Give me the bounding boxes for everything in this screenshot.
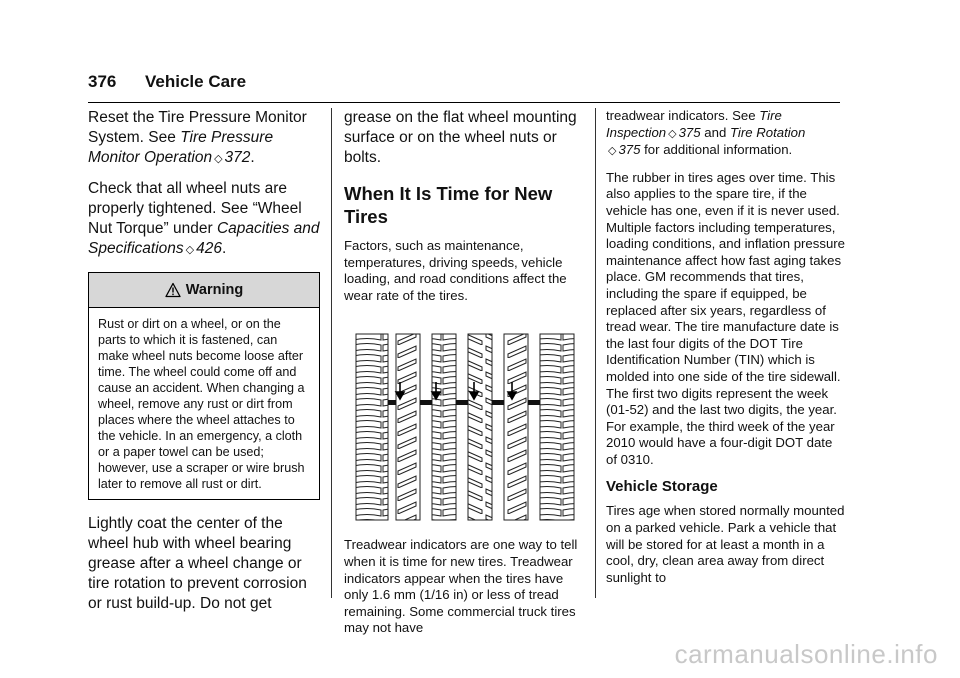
page-ref-426[interactable]: 426	[196, 240, 222, 257]
page-ref-icon: ◇	[185, 244, 195, 256]
page-header	[88, 72, 840, 103]
page-ref-372[interactable]: 372	[224, 149, 251, 166]
heading-new-tires: When It Is Time for New Tires	[344, 183, 553, 227]
watermark: carmanualsonline.info	[674, 639, 938, 669]
column-left	[88, 108, 320, 624]
page-ref-icon: ◇	[668, 127, 677, 140]
paragraph-tire-aging: The rubber in tires ages over time. This also applies to the spare tire, if the vehicle has one, even if it is never used. Multiple factors including temperatures, loading conditions, and inflation pressure maintenance affect how fast aging takes place. GM recommends that tires, including the spare if equipped, be replaced after six years, regardless of tread wear. The tire manufacture date is the last four digits of the DOT Tire Identification Number (TIN) which is molded into one side of the tire sidewall. The first two digits represent the week (01-52) and the last two digits, the year. For example, the third week of the year 2010 would have a four-digit DOT date of 0310.	[606, 169, 845, 467]
paragraph-treadwear-continued: treadwear indicators. See Tire Inspection ◇ 375 and Tire Rotation ◇ 375 for additional information.	[606, 108, 806, 158]
heading-vehicle-storage: Vehicle Storage	[606, 478, 718, 496]
section-title: Vehicle Care	[145, 72, 247, 91]
paragraph-reset-tpms: Reset the Tire Pressure Monitor System. See Tire Pressure Monitor Operation ◇ 372.	[88, 109, 307, 166]
link-tire-pressure-monitor-operation[interactable]: Tire Pressure Monitor Operation	[88, 129, 274, 166]
paragraph-wheel-nuts: Check that all wheel nuts are properly tightened. See “Wheel Nut Torque” under Capacities and Specifications ◇ 426.	[88, 180, 320, 257]
column-divider	[331, 108, 332, 598]
page-ref-375[interactable]: 375	[618, 142, 641, 158]
paragraph-grease-continued: grease on the flat wheel mounting surface or on the wheel nuts or bolts.	[344, 109, 577, 166]
page-ref-375[interactable]: 375	[678, 124, 701, 140]
paragraph-factors: Factors, such as maintenance, temperatures, driving speeds, vehicle loading, and road conditions affect the wear rate of the tires.	[344, 238, 567, 303]
page-number: 376	[88, 72, 117, 91]
warning-box	[88, 272, 320, 500]
paragraph-storage: Tires age when stored normally mounted on a parked vehicle. Park a vehicle that will be stored for at least a month in a cool, dry, clean area away from direct sunlight to	[606, 503, 845, 585]
paragraph-wheel-hub: Lightly coat the center of the wheel hub with wheel bearing grease after a wheel change or tire rotation to prevent corrosion or rust build-up. Do not get	[88, 515, 307, 612]
page-ref-icon: ◇	[608, 145, 617, 158]
warning-triangle-icon	[165, 282, 181, 298]
paragraph-treadwear-indicators: Treadwear indicators are one way to tell when it is time for new tires. Treadwear indicators appear when the tires have only 1.6 mm (1/16 in) or less of tread remaining. Some commercial truck tires may not have	[344, 537, 578, 636]
column-middle	[344, 108, 584, 647]
page-ref-icon: ◇	[214, 153, 223, 165]
link-capacities-specifications[interactable]: Capacities and Specifications	[88, 220, 320, 257]
column-divider	[595, 108, 596, 598]
warning-header	[89, 273, 319, 308]
link-tire-rotation[interactable]: Tire Rotation	[729, 124, 806, 140]
column-right	[606, 108, 846, 596]
tire-tread-illustration	[352, 332, 582, 522]
warning-text: Rust or dirt on a wheel, or on the parts to which it is fastened, can make wheel nuts become loose after time. The wheel could come off and cause an accident. When changing a wheel, remove any rust or dirt from places where the wheel attaches to the vehicle. In an emergency, a cloth or a paper towel can be used; however, use a scraper or wire brush later to remove all rust or dirt.	[98, 317, 305, 491]
link-tire-inspection[interactable]: Tire Inspection	[606, 108, 782, 140]
warning-title: Warning	[185, 282, 244, 298]
